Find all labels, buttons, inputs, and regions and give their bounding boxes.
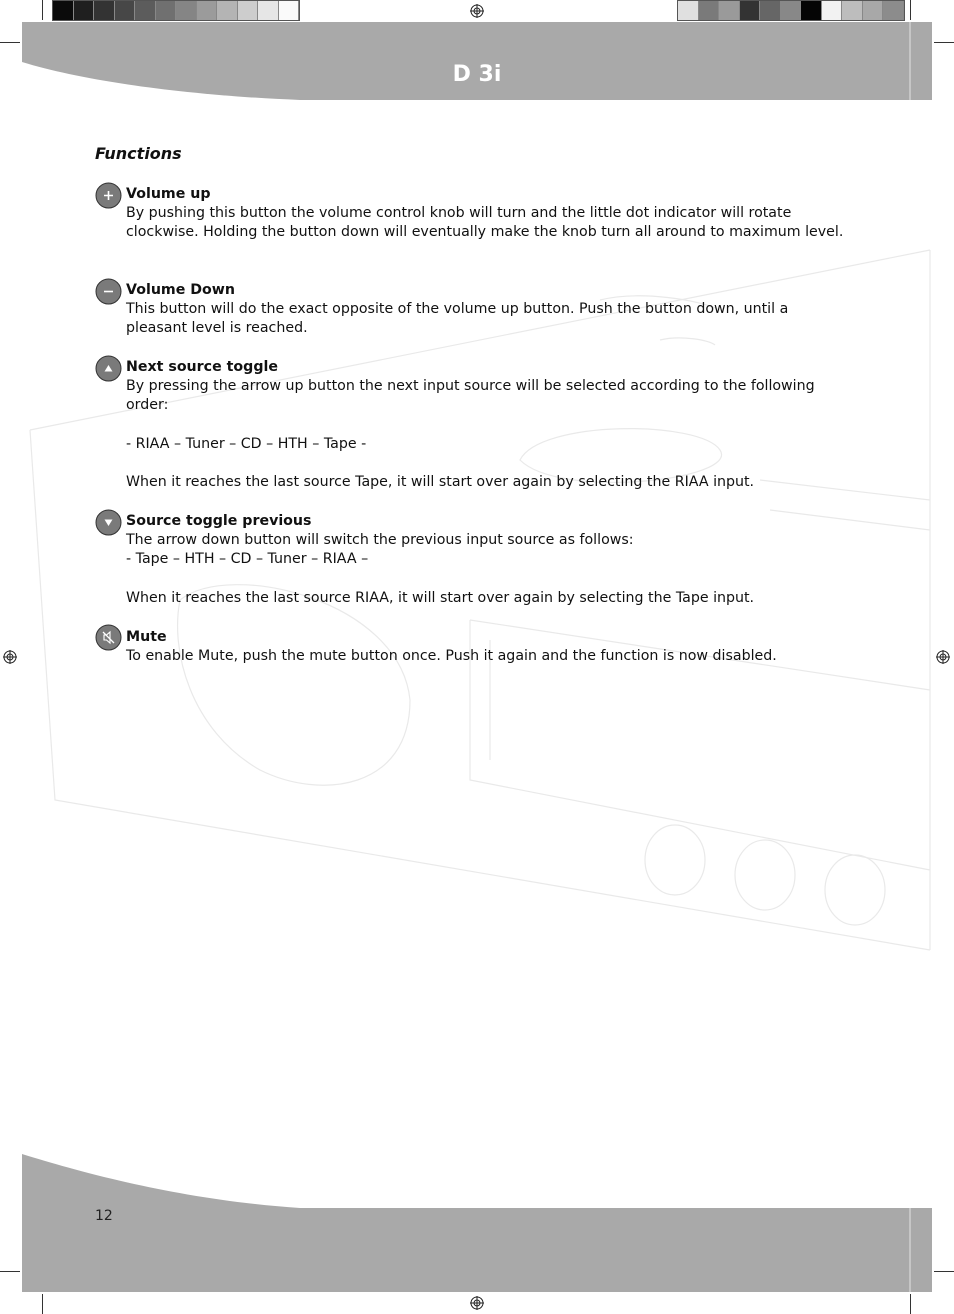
registration-mark-icon (936, 650, 950, 664)
header-title: D 3i (452, 62, 502, 87)
function-note: When it reaches the last source Tape, it will start over again by selecting the RIAA input. (126, 474, 755, 491)
function-source-toggle-previous (126, 512, 846, 608)
function-description: By pushing this button the volume control knob will turn and the little dot indicator will rotate clockwise. Holding the button down will eventually make the knob turn all around to maximum level. (126, 205, 844, 241)
source-order: - RIAA – Tuner – CD – HTH – Tape - (126, 435, 367, 452)
function-mute (126, 628, 846, 666)
function-title: Mute (126, 629, 167, 645)
footer-band (0, 1140, 954, 1314)
crop-mark (0, 1271, 20, 1272)
registration-mark-icon (470, 1296, 484, 1310)
arrow-up-icon (95, 355, 122, 382)
function-description: The arrow down button will switch the previous input source as follows: (126, 532, 634, 549)
grayscale-swatch-strip-left (52, 0, 300, 21)
crop-mark (934, 1271, 954, 1272)
function-title: Next source toggle (126, 359, 278, 375)
crop-mark (910, 1294, 911, 1314)
source-order: - Tape – HTH – CD – Tuner – RIAA – (126, 551, 369, 568)
section-title: Functions (95, 144, 182, 163)
function-description: This button will do the exact opposite of the volume up button. Push the button down, until a pleasant level is reached. (126, 301, 789, 337)
function-next-source-toggle (126, 358, 846, 492)
function-description: By pressing the arrow up button the next input source will be selected according to the following order: (126, 378, 815, 414)
minus-icon (95, 278, 122, 305)
arrow-down-icon (95, 509, 122, 536)
function-volume-up (126, 185, 846, 243)
grayscale-swatch-strip-right (677, 0, 905, 21)
function-title: Volume Down (126, 282, 235, 298)
registration-mark-icon (3, 650, 17, 664)
function-title: Volume up (126, 186, 211, 202)
function-note: When it reaches the last source RIAA, it will start over again by selecting the Tape input. (126, 589, 755, 606)
mute-icon (95, 624, 122, 651)
crop-mark (42, 1294, 43, 1314)
function-title: Source toggle previous (126, 513, 312, 529)
crop-mark (42, 0, 43, 20)
registration-mark-icon (470, 4, 484, 18)
crop-mark (910, 0, 911, 20)
crop-mark (0, 42, 20, 43)
function-description: To enable Mute, push the mute button once. Push it again and the function is now disabled. (126, 648, 777, 665)
page-number: 12 (95, 1208, 113, 1224)
plus-icon (95, 182, 122, 209)
crop-mark (934, 42, 954, 43)
function-volume-down (126, 281, 846, 339)
